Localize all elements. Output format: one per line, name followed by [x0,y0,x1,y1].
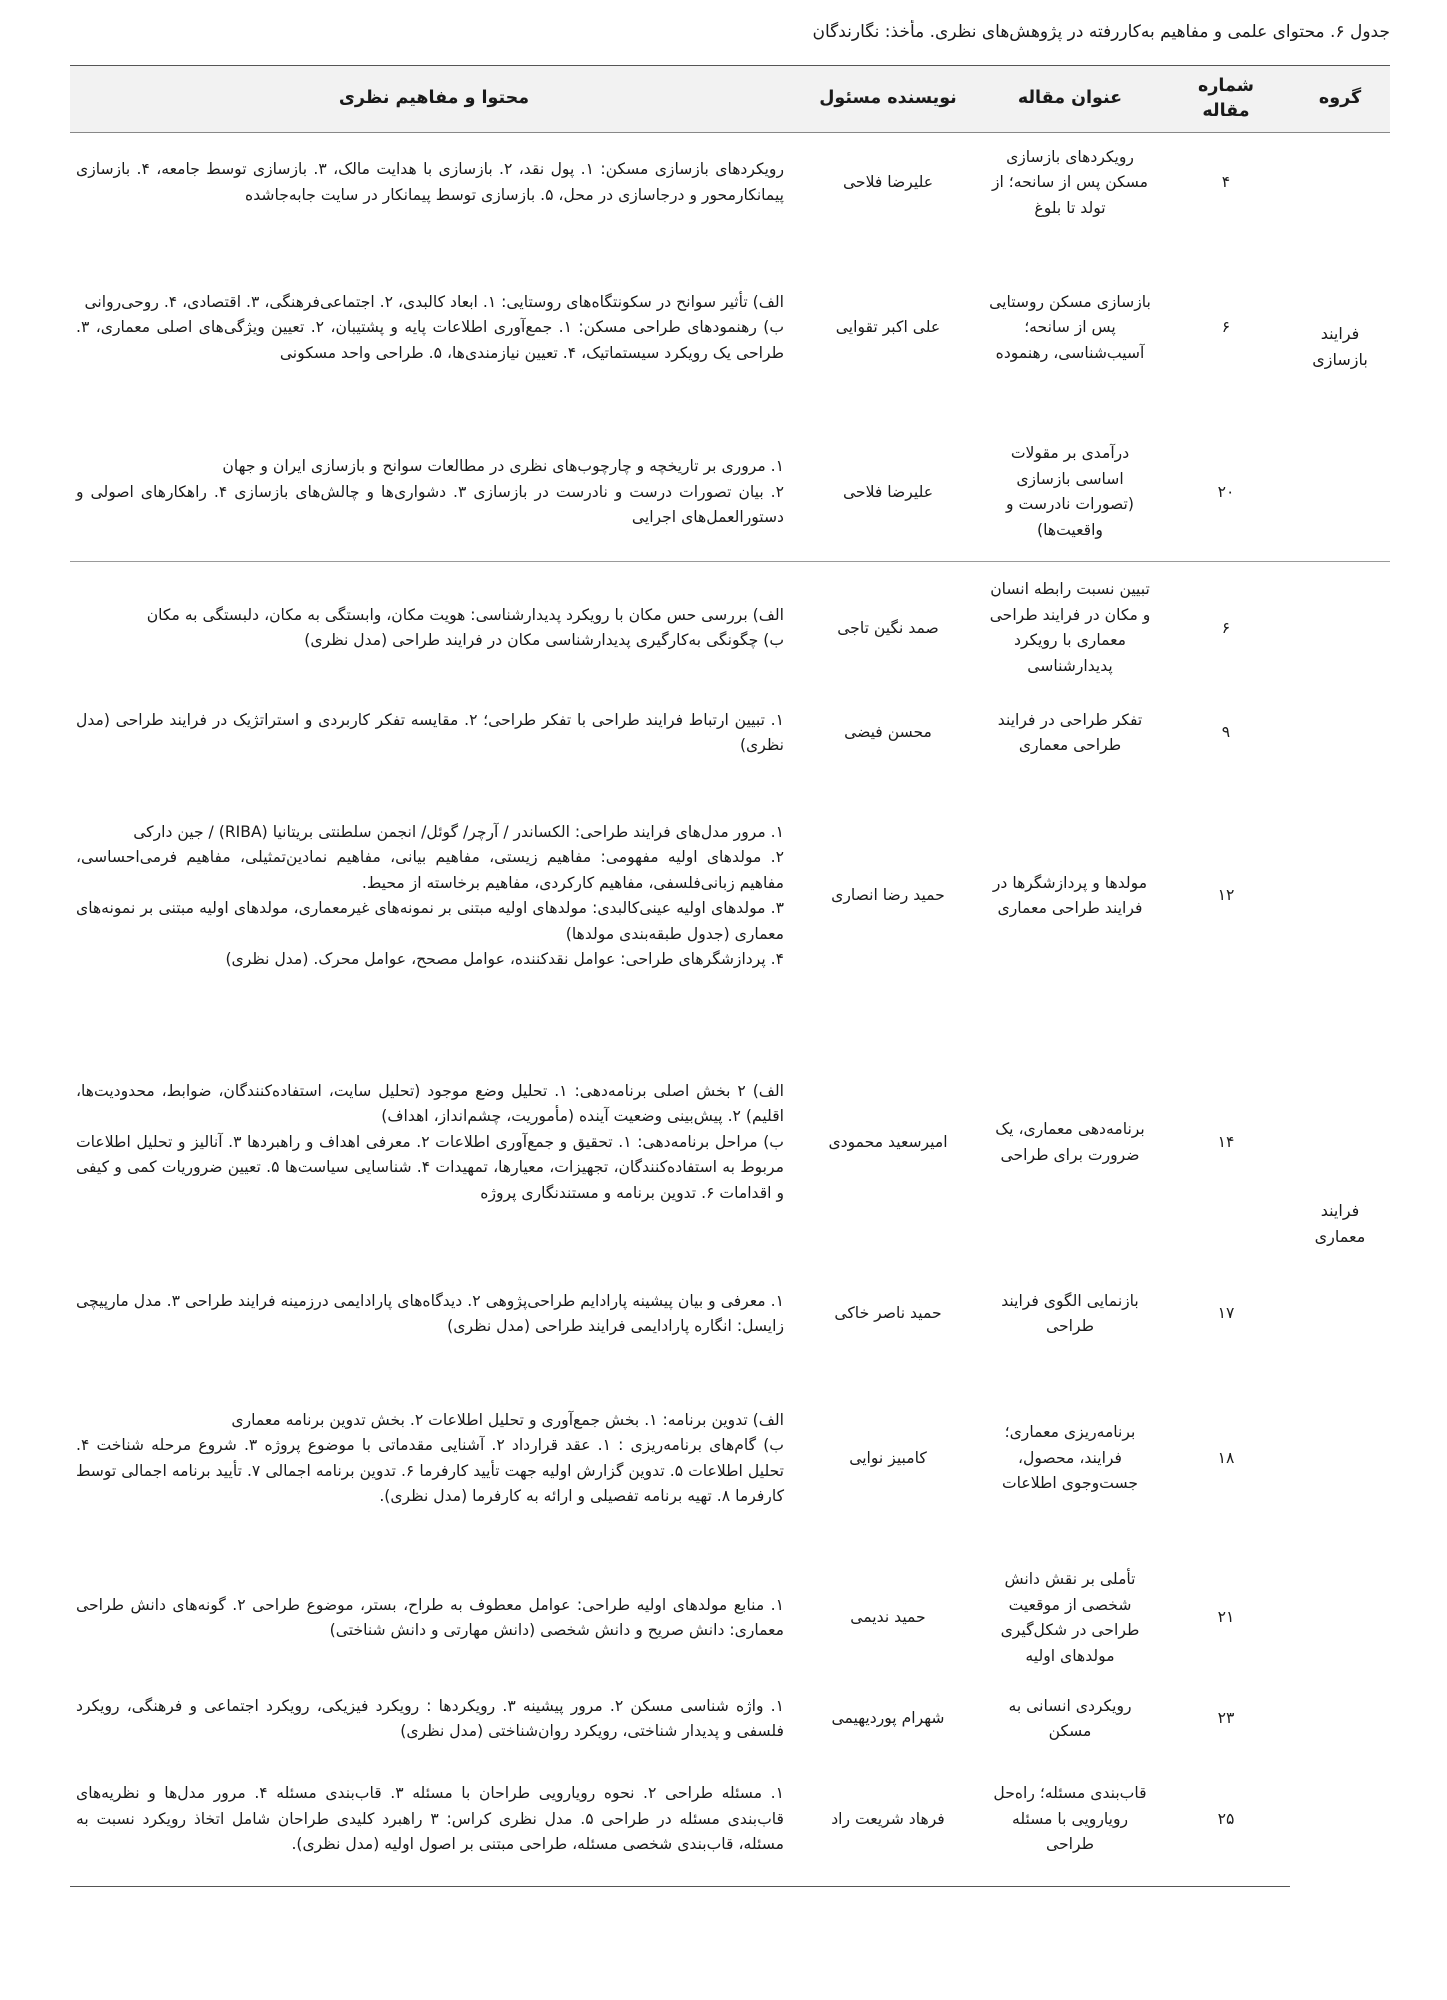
article-title: درآمدی بر مقولات اساسی بازسازی (تصورات نادرست و واقعیت‌ها) [1006,444,1134,539]
header-group: گروه [1290,66,1390,133]
article-author: علیرضا فلاحی [842,482,934,501]
article-content [70,562,798,695]
article-author: حمید رضا انصاری [831,886,945,905]
article-author: کامبیز نوایی [849,1448,927,1467]
table-row [70,233,1390,424]
content-line: ۱. مسئله طراحی ۲. نحوه رویارویی طراحان با مسئله ۳. قاب‌بندی مسئله ۴. مرور مدل‌ها و نظریه‌های قاب‌بندی مسئله در طراحی ۵. مدل نظری کراس: ۳ راهبرد کلیدی طراحان شامل اتخاذ رویکرد نسبت به مسئله، قاب‌بندی شخصی مسئله، طراحی مبتنی بر اصول اولیه (مدل نظری). [76,1784,785,1853]
article-content [70,233,798,424]
content-line: ۲. بیان تصورات درست و نادرست در بازسازی ۳. دشواری‌ها و چالش‌های بازسازی ۴. راهکارهای اصولی و دستورالعمل‌های اجرایی [76,482,784,526]
table-header-row [70,66,1390,133]
article-title: تبیین نسبت رابطه انسان و مکان در فرایند طراحی معماری با رویکرد پدیدارشناسی [978,562,1162,695]
article-author: امیرسعید محمودی [828,1132,948,1151]
article-number: ۲۱ [1217,1608,1235,1627]
article-title: تأملی بر نقش دانش شخصی از موقعیت طراحی در شکل‌گیری مولدهای اولیه [1000,1570,1140,1665]
table-row [70,1554,1390,1683]
article-content [70,1683,798,1756]
content-line: الف) بررسی حس مکان با رویکرد پدیدارشناسی: هویت مکان، وابستگی به مکان، دلبستگی به مکان [146,605,784,624]
header-corresponding-author: نویسنده مسئول [798,66,978,133]
article-author: علیرضا فلاحی [842,173,934,191]
article-number: ۱۴ [1217,1132,1235,1151]
article-author: محسن فیضی [844,723,932,742]
content-line: الف) ۲ بخش اصلی برنامه‌دهی: ۱. تحلیل وضع موجود (تحلیل سایت، استفاده‌کنندگان، ضوابط، محدودیت‌ها، اقلیم) ۲. پیش‌بینی وضعیت آینده (مأموریت، چشم‌انداز، اهداف) [76,1081,784,1126]
content-line: ۱. منابع مولدهای اولیه طراحی: عوامل معطوف به طراح، بستر، موضوع طراحی ۲. گونه‌های دانش طراحی معماری: دانش صریح و دانش شخصی (دانش مهارتی و دانش شناختی) [76,1595,784,1639]
article-author: علی اکبر تقوایی [835,318,941,337]
article-number: ۲۰ [1217,482,1235,501]
article-author: فرهاد شریعت راد [798,1756,978,1887]
article-title: مولدها و پردازشگرها در فرایند طراحی معماری [992,873,1148,917]
table-caption: جدول ۶. محتوای علمی و مفاهیم به‌کاررفته در پژوهش‌های نظری. مأخذ: نگارندگان [812,22,1390,42]
content-line: ۲. مولدهای اولیه مفهومی: مفاهیم زیستی، مفاهیم بیانی، مفاهیم نمادین‌تمثیلی، مفاهیم فرمی‌احساسی، مفاهیم زبانی‌فلسفی، مفاهیم کارکردی، مفاهیم برخاسته از محیط. [76,848,784,892]
content-line: ۱. مروری بر تاریخچه و چارچوب‌های نظری در مطالعات سوانح و بازسازی ایران و جهان [222,457,784,475]
document-page [70,20,1390,1887]
content-line: ۱. تبیین ارتباط فرایند طراحی با تفکر طراحی؛ ۲. مقایسه تفکر کاربردی و استراتژیک در فرایند طراحی (مدل نظری) [76,710,784,754]
content-line: ب) چگونگی به‌کارگیری پدیدارشناسی مکان در فرایند طراحی (مدل نظری) [304,631,784,650]
article-number: ۹ [1221,723,1231,742]
article-number: ۱۲ [1217,886,1235,905]
content-line: ۳. مولدهای اولیه عینی‌کالبدی: مولدهای اولیه مبتنی بر نمونه‌های غیرمعماری، مولدهای اولیه مبتنی بر نمونه‌های معماری (جدول طبقه‌بندی مولدها) [76,899,784,943]
article-author: صمد نگین تاجی [798,562,978,695]
content-line: الف) تدوین برنامه: ۱. بخش جمع‌آوری و تحلیل اطلاعات ۲. بخش تدوین برنامه معماری [231,1410,784,1429]
content-line: ب) رهنمودهای طراحی مسکن: ۱. جمع‌آوری اطلاعات پایه و پشتیبان، ۲. تعیین ویژگی‌های اصلی معماری، ۳. طراحی یک رویکرد سیستماتیک، ۴. تعیین نیازمندی‌ها، ۵. طراحی واحد مسکونی [76,318,785,362]
table-row [70,772,1390,1021]
article-title: قاب‌بندی مسئله؛ راه‌حل رویارویی با مسئله طراحی [978,1756,1162,1887]
table-row [70,133,1390,233]
table-row [70,1756,1390,1887]
article-number: ۱۷ [1217,1304,1235,1323]
content-line: ب) گام‌های برنامه‌ریزی : ۱. عقد قرارداد ۲. آشنایی مقدماتی با موضوع پروژه ۳. شروع مرحله شناخت ۴. تحلیل اطلاعات ۵. تدوین گزارش اولیه جهت تأیید کارفرما ۶. تدوین برنامه اجمالی ۷. تأیید برنامه اجمالی توسط کارفرما ۸. تهیه برنامه تفصیلی و ارائه به کارفرما (مدل نظری). [76,1436,785,1505]
article-content [70,1021,798,1265]
article-title: برنامه‌دهی معماری، یک ضرورت برای طراحی [995,1120,1145,1164]
article-title: رویکردهای بازسازی مسکن پس از سانحه؛ از تولد تا بلوغ [991,147,1149,217]
content-line: ۴. پردازشگرهای طراحی: عوامل نقدکننده، عوامل مصحح، عوامل محرک. (مدل نظری) [225,950,784,968]
table-row [70,695,1390,772]
article-number: ۴ [1221,173,1231,191]
article-title: تفکر طراحی در فرایند طراحی معماری [997,710,1143,754]
article-title: بازنمایی الگوی فرایند طراحی [1001,1291,1139,1335]
article-content [70,772,798,1021]
header-theoretical-content: محتوا و مفاهیم نظری [70,66,798,133]
article-content [70,1554,798,1683]
article-number: ۶ [1162,562,1290,695]
table-row [70,1021,1390,1265]
article-content [70,1265,798,1364]
table-row [70,562,1390,695]
article-author: حمید ناصر خاکی [834,1304,942,1323]
article-number: ۶ [1221,318,1231,337]
article-content [70,1756,798,1887]
content-line: ۱. واژه شناسی مسکن ۲. مرور پیشینه ۳. رویکردها : رویکرد فیزیکی، رویکرد اجتماعی و فرهنگی، رویکرد فلسفی و پدیدار شناختی، رویکرد روان‌شناختی (مدل نظری) [76,1696,784,1740]
group-cell: فرایند بازسازی [1312,324,1368,369]
group-cell: فرایند معماری [1290,562,1390,1887]
header-article-number: شماره مقاله [1162,66,1290,133]
article-content [70,424,798,562]
theoretical-studies-table [70,65,1390,1887]
table-row [70,1265,1390,1364]
article-number: ۱۸ [1217,1448,1235,1467]
article-title: برنامه‌ریزی معماری؛ فرایند، محصول، جست‌وجوی اطلاعات [1001,1423,1139,1493]
header-article-title: عنوان مقاله [978,66,1162,133]
article-author: شهرام پوردیهیمی [831,1709,945,1728]
article-title: رویکردی انسانی به مسکن [1008,1696,1132,1740]
content-line: رویکردهای بازسازی مسکن: ۱. پول نقد، ۲. بازسازی با هدایت مالک، ۳. بازسازی توسط جامعه، ۴. بازسازی پیمانکارمحور و درجاسازی در محل، ۵. بازسازی توسط پیمانکار در سایت جابه‌جاشده [76,160,784,204]
article-number: ۲۳ [1217,1709,1235,1728]
content-line: ۱. معرفی و بیان پیشینه پارادایم طراحی‌پژوهی ۲. دیدگاه‌های پارادایمی درزمینه فرایند طراحی ۳. مدل مارپیچی زایسل: انگاره پارادایمی فرایند طراحی (مدل نظری) [76,1291,784,1335]
table-row [70,1683,1390,1756]
content-line: ۱. مرور مدل‌های فرایند طراحی: الکساندر / آرچر/ گوئل/ انجمن سلطنتی بریتانیا (RIBA) / جین دارکی [133,822,784,841]
table-row [70,1364,1390,1554]
table-row [70,424,1390,562]
article-content [70,133,798,233]
article-title: بازسازی مسکن روستایی پس از سانحه؛ آسیب‌شناسی، رهنموده [989,292,1151,362]
content-line: الف) تأثیر سوانح در سکونتگاه‌های روستایی: ۱. ابعاد کالبدی، ۲. اجتماعی‌فرهنگی، ۳. اقتصادی، ۴. روحی‌روانی [84,292,784,311]
article-number: ۲۵ [1162,1756,1290,1887]
content-line: ب) مراحل برنامه‌دهی: ۱. تحقیق و جمع‌آوری اطلاعات ۲. معرفی اهداف و راهبردها ۳. آنالیز و تحلیل اطلاعات مربوط به استفاده‌کنندگان، تجهیزات، معیارها، تمهیدات ۴. شناسایی سیاست‌ها ۵. تعیین ضروریات کمی و کیفی و اقدامات ۶. تدوین برنامه و مستندنگاری پروژه [76,1132,784,1202]
article-content [70,695,798,772]
article-content [70,1364,798,1554]
article-author: حمید ندیمی [850,1608,926,1627]
